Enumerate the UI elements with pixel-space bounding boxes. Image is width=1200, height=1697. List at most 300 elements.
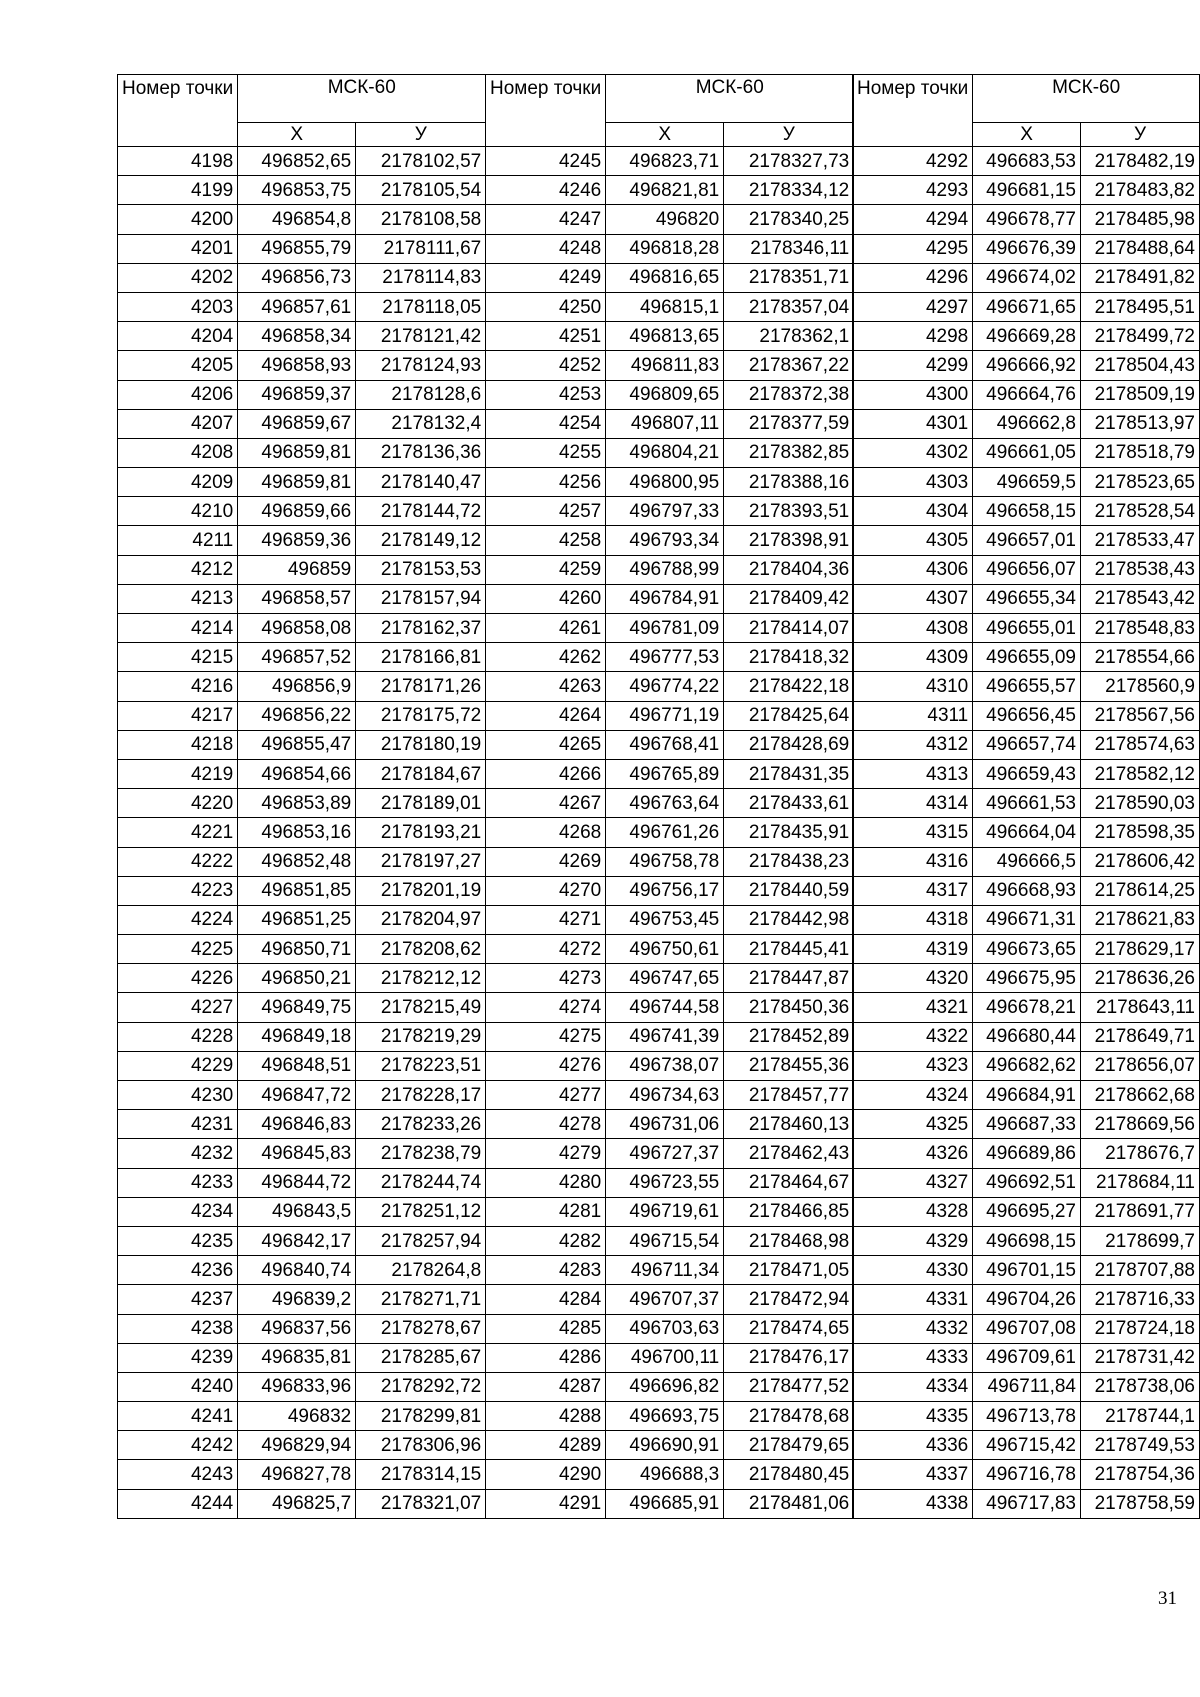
y-coordinate-cell: 2178118,05 bbox=[356, 292, 486, 321]
y-coordinate-cell: 2178388,16 bbox=[724, 468, 854, 497]
x-coordinate-cell: 496684,91 bbox=[973, 1081, 1081, 1110]
y-coordinate-cell: 2178114,83 bbox=[356, 263, 486, 292]
table-row bbox=[486, 176, 854, 205]
point-number-cell: 4334 bbox=[853, 1372, 973, 1401]
point-number-cell: 4321 bbox=[853, 993, 973, 1022]
y-coordinate-cell: 2178691,77 bbox=[1081, 1197, 1200, 1226]
point-number-cell: 4238 bbox=[118, 1314, 238, 1343]
x-coordinate-cell: 496858,93 bbox=[238, 351, 356, 380]
y-coordinate-cell: 2178538,43 bbox=[1081, 555, 1200, 584]
table-row bbox=[118, 438, 486, 467]
x-coordinate-cell: 496698,15 bbox=[973, 1226, 1081, 1255]
x-coordinate-cell: 496655,34 bbox=[973, 584, 1081, 613]
y-coordinate-cell: 2178393,51 bbox=[724, 497, 854, 526]
x-coordinate-cell: 496662,8 bbox=[973, 409, 1081, 438]
point-number-cell: 4214 bbox=[118, 614, 238, 643]
x-coordinate-cell: 496818,28 bbox=[606, 234, 724, 263]
x-coordinate-cell: 496680,44 bbox=[973, 1022, 1081, 1051]
point-number-cell: 4280 bbox=[486, 1168, 606, 1197]
table-row bbox=[486, 292, 854, 321]
x-coordinate-cell: 496655,57 bbox=[973, 672, 1081, 701]
y-coordinate-cell: 2178362,1 bbox=[724, 322, 854, 351]
table-row bbox=[118, 643, 486, 672]
x-coordinate-cell: 496827,78 bbox=[238, 1460, 356, 1489]
table-row bbox=[118, 1139, 486, 1168]
point-number-cell: 4319 bbox=[853, 935, 973, 964]
x-coordinate-cell: 496851,85 bbox=[238, 876, 356, 905]
y-coordinate-cell: 2178606,42 bbox=[1081, 847, 1200, 876]
x-coordinate-cell: 496820 bbox=[606, 205, 724, 234]
point-number-cell: 4328 bbox=[853, 1197, 973, 1226]
y-coordinate-cell: 2178450,36 bbox=[724, 993, 854, 1022]
table-row bbox=[853, 1081, 1200, 1110]
point-number-cell: 4316 bbox=[853, 847, 973, 876]
table-row bbox=[118, 993, 486, 1022]
point-number-cell: 4284 bbox=[486, 1285, 606, 1314]
x-coordinate-cell: 496858,57 bbox=[238, 584, 356, 613]
table-row bbox=[486, 1110, 854, 1139]
table-row bbox=[853, 1051, 1200, 1080]
x-coordinate-cell: 496849,18 bbox=[238, 1022, 356, 1051]
point-number-header: Номер точки bbox=[853, 75, 973, 147]
point-number-cell: 4308 bbox=[853, 614, 973, 643]
y-coordinate-cell: 2178474,65 bbox=[724, 1314, 854, 1343]
table-row bbox=[486, 614, 854, 643]
point-number-cell: 4302 bbox=[853, 438, 973, 467]
point-number-cell: 4254 bbox=[486, 409, 606, 438]
x-coordinate-cell: 496846,83 bbox=[238, 1110, 356, 1139]
x-header: Х bbox=[238, 123, 356, 147]
point-number-cell: 4207 bbox=[118, 409, 238, 438]
point-number-cell: 4320 bbox=[853, 964, 973, 993]
x-coordinate-cell: 496747,65 bbox=[606, 964, 724, 993]
x-coordinate-cell: 496695,27 bbox=[973, 1197, 1081, 1226]
y-coordinate-cell: 2178481,06 bbox=[724, 1489, 854, 1518]
table-row bbox=[853, 1343, 1200, 1372]
point-number-cell: 4211 bbox=[118, 526, 238, 555]
point-number-header: Номер точки bbox=[486, 75, 606, 147]
y-coordinate-cell: 2178621,83 bbox=[1081, 905, 1200, 934]
table-row bbox=[853, 1168, 1200, 1197]
table-row bbox=[118, 147, 486, 176]
point-number-cell: 4318 bbox=[853, 905, 973, 934]
table-row bbox=[853, 1372, 1200, 1401]
x-coordinate-cell: 496716,78 bbox=[973, 1460, 1081, 1489]
table-row bbox=[486, 1168, 854, 1197]
table-row bbox=[486, 1372, 854, 1401]
table-row bbox=[853, 1110, 1200, 1139]
x-coordinate-cell: 496717,83 bbox=[973, 1489, 1081, 1518]
point-number-cell: 4272 bbox=[486, 935, 606, 964]
point-number-cell: 4289 bbox=[486, 1431, 606, 1460]
x-coordinate-cell: 496859,81 bbox=[238, 438, 356, 467]
y-coordinate-cell: 2178662,68 bbox=[1081, 1081, 1200, 1110]
y-coordinate-cell: 2178533,47 bbox=[1081, 526, 1200, 555]
point-number-cell: 4275 bbox=[486, 1022, 606, 1051]
y-coordinate-cell: 2178543,42 bbox=[1081, 584, 1200, 613]
point-number-cell: 4288 bbox=[486, 1402, 606, 1431]
y-coordinate-cell: 2178478,68 bbox=[724, 1402, 854, 1431]
table-row bbox=[118, 1256, 486, 1285]
table-row bbox=[853, 847, 1200, 876]
x-coordinate-cell: 496761,26 bbox=[606, 818, 724, 847]
y-coordinate-cell: 2178264,8 bbox=[356, 1256, 486, 1285]
point-number-cell: 4200 bbox=[118, 205, 238, 234]
table-row bbox=[486, 351, 854, 380]
point-number-cell: 4305 bbox=[853, 526, 973, 555]
x-coordinate-cell: 496673,65 bbox=[973, 935, 1081, 964]
x-coordinate-cell: 496837,56 bbox=[238, 1314, 356, 1343]
point-number-cell: 4306 bbox=[853, 555, 973, 584]
point-number-cell: 4274 bbox=[486, 993, 606, 1022]
point-number-cell: 4208 bbox=[118, 438, 238, 467]
y-coordinate-cell: 2178144,72 bbox=[356, 497, 486, 526]
x-coordinate-cell: 496850,21 bbox=[238, 964, 356, 993]
point-number-cell: 4286 bbox=[486, 1343, 606, 1372]
x-coordinate-cell: 496855,47 bbox=[238, 730, 356, 759]
table-row bbox=[118, 234, 486, 263]
x-coordinate-cell: 496738,07 bbox=[606, 1051, 724, 1080]
y-coordinate-cell: 2178428,69 bbox=[724, 730, 854, 759]
table-row bbox=[853, 935, 1200, 964]
y-coordinate-cell: 2178257,94 bbox=[356, 1226, 486, 1255]
y-coordinate-cell: 2178212,12 bbox=[356, 964, 486, 993]
table-row bbox=[118, 759, 486, 788]
point-number-cell: 4331 bbox=[853, 1285, 973, 1314]
y-coordinate-cell: 2178574,63 bbox=[1081, 730, 1200, 759]
table-row bbox=[118, 847, 486, 876]
table-row bbox=[486, 672, 854, 701]
table-row bbox=[118, 1372, 486, 1401]
table-row bbox=[486, 205, 854, 234]
y-coordinate-cell: 2178669,56 bbox=[1081, 1110, 1200, 1139]
y-coordinate-cell: 2178435,91 bbox=[724, 818, 854, 847]
table-row bbox=[853, 759, 1200, 788]
y-coordinate-cell: 2178499,72 bbox=[1081, 322, 1200, 351]
point-number-cell: 4335 bbox=[853, 1402, 973, 1431]
x-coordinate-cell: 496666,5 bbox=[973, 847, 1081, 876]
x-coordinate-cell: 496682,62 bbox=[973, 1051, 1081, 1080]
x-coordinate-cell: 496847,72 bbox=[238, 1081, 356, 1110]
x-coordinate-cell: 496709,61 bbox=[973, 1343, 1081, 1372]
table-row bbox=[118, 1081, 486, 1110]
point-number-cell: 4285 bbox=[486, 1314, 606, 1343]
table-row bbox=[486, 818, 854, 847]
point-number-cell: 4212 bbox=[118, 555, 238, 584]
x-coordinate-cell: 496734,63 bbox=[606, 1081, 724, 1110]
table-row bbox=[853, 438, 1200, 467]
table-row bbox=[853, 176, 1200, 205]
table-row bbox=[118, 1402, 486, 1431]
table-row bbox=[118, 730, 486, 759]
point-number-cell: 4269 bbox=[486, 847, 606, 876]
y-coordinate-cell: 2178204,97 bbox=[356, 905, 486, 934]
y-coordinate-cell: 2178754,36 bbox=[1081, 1460, 1200, 1489]
x-coordinate-cell: 496823,71 bbox=[606, 147, 724, 176]
point-number-cell: 4271 bbox=[486, 905, 606, 934]
point-number-cell: 4236 bbox=[118, 1256, 238, 1285]
point-number-cell: 4300 bbox=[853, 380, 973, 409]
table-row bbox=[118, 176, 486, 205]
table-row bbox=[853, 614, 1200, 643]
x-coordinate-cell: 496844,72 bbox=[238, 1168, 356, 1197]
y-coordinate-cell: 2178132,4 bbox=[356, 409, 486, 438]
x-coordinate-cell: 496851,25 bbox=[238, 905, 356, 934]
y-coordinate-cell: 2178136,36 bbox=[356, 438, 486, 467]
y-coordinate-cell: 2178445,41 bbox=[724, 935, 854, 964]
table-row bbox=[118, 964, 486, 993]
x-coordinate-cell: 496854,8 bbox=[238, 205, 356, 234]
y-coordinate-cell: 2178382,85 bbox=[724, 438, 854, 467]
x-coordinate-cell: 496658,15 bbox=[973, 497, 1081, 526]
point-number-cell: 4259 bbox=[486, 555, 606, 584]
x-coordinate-cell: 496859,66 bbox=[238, 497, 356, 526]
table-row bbox=[486, 555, 854, 584]
point-number-cell: 4304 bbox=[853, 497, 973, 526]
table-row bbox=[486, 876, 854, 905]
x-coordinate-cell: 496671,65 bbox=[973, 292, 1081, 321]
x-coordinate-cell: 496781,09 bbox=[606, 614, 724, 643]
x-coordinate-cell: 496685,91 bbox=[606, 1489, 724, 1518]
coordinate-system-header: МСК-60 bbox=[973, 75, 1200, 123]
table-row bbox=[486, 1460, 854, 1489]
point-number-cell: 4206 bbox=[118, 380, 238, 409]
point-number-cell: 4330 bbox=[853, 1256, 973, 1285]
point-number-cell: 4258 bbox=[486, 526, 606, 555]
table-row bbox=[486, 993, 854, 1022]
x-coordinate-cell: 496715,42 bbox=[973, 1431, 1081, 1460]
y-coordinate-cell: 2178523,65 bbox=[1081, 468, 1200, 497]
x-coordinate-cell: 496807,11 bbox=[606, 409, 724, 438]
point-number-cell: 4202 bbox=[118, 263, 238, 292]
table-row bbox=[853, 1226, 1200, 1255]
table-row bbox=[486, 1314, 854, 1343]
y-coordinate-cell: 2178433,61 bbox=[724, 789, 854, 818]
y-coordinate-cell: 2178468,98 bbox=[724, 1226, 854, 1255]
x-coordinate-cell: 496692,51 bbox=[973, 1168, 1081, 1197]
table-row bbox=[486, 1197, 854, 1226]
y-coordinate-cell: 2178208,62 bbox=[356, 935, 486, 964]
table-row bbox=[118, 1431, 486, 1460]
table-row bbox=[853, 322, 1200, 351]
x-coordinate-cell: 496678,77 bbox=[973, 205, 1081, 234]
table-row bbox=[486, 847, 854, 876]
x-coordinate-cell: 496683,53 bbox=[973, 147, 1081, 176]
point-number-cell: 4283 bbox=[486, 1256, 606, 1285]
coordinates-table-3 bbox=[852, 74, 1200, 1519]
point-number-cell: 4204 bbox=[118, 322, 238, 351]
point-number-cell: 4251 bbox=[486, 322, 606, 351]
x-coordinate-cell: 496859 bbox=[238, 555, 356, 584]
table-row bbox=[853, 555, 1200, 584]
table-row bbox=[118, 205, 486, 234]
point-number-cell: 4256 bbox=[486, 468, 606, 497]
x-coordinate-cell: 496719,61 bbox=[606, 1197, 724, 1226]
point-number-cell: 4336 bbox=[853, 1431, 973, 1460]
table-row bbox=[853, 1402, 1200, 1431]
point-number-cell: 4229 bbox=[118, 1051, 238, 1080]
table-row bbox=[118, 380, 486, 409]
y-coordinate-cell: 2178438,23 bbox=[724, 847, 854, 876]
table-row bbox=[118, 1051, 486, 1080]
y-coordinate-cell: 2178699,7 bbox=[1081, 1226, 1200, 1255]
table-row bbox=[118, 584, 486, 613]
point-number-cell: 4219 bbox=[118, 759, 238, 788]
x-coordinate-cell: 496835,81 bbox=[238, 1343, 356, 1372]
table-row bbox=[118, 1460, 486, 1489]
x-coordinate-cell: 496800,95 bbox=[606, 468, 724, 497]
x-coordinate-cell: 496845,83 bbox=[238, 1139, 356, 1168]
y-coordinate-cell: 2178418,32 bbox=[724, 643, 854, 672]
x-coordinate-cell: 496856,22 bbox=[238, 701, 356, 730]
y-coordinate-cell: 2178157,94 bbox=[356, 584, 486, 613]
point-number-cell: 4255 bbox=[486, 438, 606, 467]
point-number-cell: 4270 bbox=[486, 876, 606, 905]
table-row bbox=[853, 468, 1200, 497]
x-coordinate-cell: 496750,61 bbox=[606, 935, 724, 964]
y-coordinate-cell: 2178404,36 bbox=[724, 555, 854, 584]
point-number-cell: 4199 bbox=[118, 176, 238, 205]
point-number-cell: 4252 bbox=[486, 351, 606, 380]
table-row bbox=[486, 147, 854, 176]
point-number-cell: 4309 bbox=[853, 643, 973, 672]
x-coordinate-cell: 496832 bbox=[238, 1402, 356, 1431]
table-row bbox=[853, 789, 1200, 818]
x-coordinate-cell: 496659,43 bbox=[973, 759, 1081, 788]
y-coordinate-cell: 2178707,88 bbox=[1081, 1256, 1200, 1285]
x-coordinate-cell: 496848,51 bbox=[238, 1051, 356, 1080]
y-coordinate-cell: 2178462,43 bbox=[724, 1139, 854, 1168]
coordinates-table-1 bbox=[117, 74, 486, 1519]
table-row bbox=[853, 526, 1200, 555]
table-row bbox=[853, 351, 1200, 380]
point-number-cell: 4263 bbox=[486, 672, 606, 701]
y-coordinate-cell: 2178483,82 bbox=[1081, 176, 1200, 205]
x-coordinate-cell: 496859,37 bbox=[238, 380, 356, 409]
y-coordinate-cell: 2178372,38 bbox=[724, 380, 854, 409]
table-row bbox=[853, 292, 1200, 321]
x-coordinate-cell: 496857,61 bbox=[238, 292, 356, 321]
x-coordinate-cell: 496704,26 bbox=[973, 1285, 1081, 1314]
table-row bbox=[486, 1343, 854, 1372]
x-coordinate-cell: 496687,33 bbox=[973, 1110, 1081, 1139]
table-row bbox=[853, 905, 1200, 934]
y-coordinate-cell: 2178409,42 bbox=[724, 584, 854, 613]
table-row bbox=[486, 1256, 854, 1285]
x-coordinate-cell: 496731,06 bbox=[606, 1110, 724, 1139]
x-coordinate-cell: 496661,05 bbox=[973, 438, 1081, 467]
x-coordinate-cell: 496840,74 bbox=[238, 1256, 356, 1285]
y-coordinate-cell: 2178590,03 bbox=[1081, 789, 1200, 818]
y-coordinate-cell: 2178321,07 bbox=[356, 1489, 486, 1518]
table-row bbox=[118, 614, 486, 643]
point-number-cell: 4278 bbox=[486, 1110, 606, 1139]
table-row bbox=[853, 1197, 1200, 1226]
point-number-cell: 4262 bbox=[486, 643, 606, 672]
x-coordinate-cell: 496678,21 bbox=[973, 993, 1081, 1022]
point-number-cell: 4325 bbox=[853, 1110, 973, 1139]
y-coordinate-cell: 2178447,87 bbox=[724, 964, 854, 993]
y-coordinate-cell: 2178567,56 bbox=[1081, 701, 1200, 730]
y-coordinate-cell: 2178171,26 bbox=[356, 672, 486, 701]
point-number-cell: 4227 bbox=[118, 993, 238, 1022]
y-coordinate-cell: 2178477,52 bbox=[724, 1372, 854, 1401]
table-row bbox=[118, 1343, 486, 1372]
point-number-cell: 4240 bbox=[118, 1372, 238, 1401]
x-coordinate-cell: 496813,65 bbox=[606, 322, 724, 351]
point-number-cell: 4265 bbox=[486, 730, 606, 759]
x-coordinate-cell: 496681,15 bbox=[973, 176, 1081, 205]
y-coordinate-cell: 2178528,54 bbox=[1081, 497, 1200, 526]
point-number-cell: 4333 bbox=[853, 1343, 973, 1372]
table-row bbox=[118, 789, 486, 818]
x-coordinate-cell: 496856,73 bbox=[238, 263, 356, 292]
point-number-cell: 4205 bbox=[118, 351, 238, 380]
table-row bbox=[853, 818, 1200, 847]
y-coordinate-cell: 2178228,17 bbox=[356, 1081, 486, 1110]
point-number-cell: 4310 bbox=[853, 672, 973, 701]
y-coordinate-cell: 2178598,35 bbox=[1081, 818, 1200, 847]
y-header: У bbox=[356, 123, 486, 147]
x-coordinate-cell: 496815,1 bbox=[606, 292, 724, 321]
point-number-cell: 4242 bbox=[118, 1431, 238, 1460]
y-coordinate-cell: 2178285,67 bbox=[356, 1343, 486, 1372]
y-coordinate-cell: 2178306,96 bbox=[356, 1431, 486, 1460]
y-coordinate-cell: 2178121,42 bbox=[356, 322, 486, 351]
y-coordinate-cell: 2178244,74 bbox=[356, 1168, 486, 1197]
table-row bbox=[486, 730, 854, 759]
point-number-cell: 4332 bbox=[853, 1314, 973, 1343]
point-number-header: Номер точки bbox=[118, 75, 238, 147]
x-coordinate-cell: 496676,39 bbox=[973, 234, 1081, 263]
page-number: 31 bbox=[1158, 1588, 1177, 1609]
x-coordinate-cell: 496727,37 bbox=[606, 1139, 724, 1168]
point-number-cell: 4292 bbox=[853, 147, 973, 176]
point-number-cell: 4244 bbox=[118, 1489, 238, 1518]
x-coordinate-cell: 496675,95 bbox=[973, 964, 1081, 993]
table-row bbox=[853, 730, 1200, 759]
point-number-cell: 4314 bbox=[853, 789, 973, 818]
y-coordinate-cell: 2178476,17 bbox=[724, 1343, 854, 1372]
point-number-cell: 4225 bbox=[118, 935, 238, 964]
y-coordinate-cell: 2178744,1 bbox=[1081, 1402, 1200, 1431]
y-coordinate-cell: 2178440,59 bbox=[724, 876, 854, 905]
x-coordinate-cell: 496839,2 bbox=[238, 1285, 356, 1314]
x-coordinate-cell: 496669,28 bbox=[973, 322, 1081, 351]
y-coordinate-cell: 2178184,67 bbox=[356, 759, 486, 788]
y-coordinate-cell: 2178108,58 bbox=[356, 205, 486, 234]
table-row bbox=[853, 497, 1200, 526]
x-coordinate-cell: 496744,58 bbox=[606, 993, 724, 1022]
x-header: Х bbox=[973, 123, 1081, 147]
y-coordinate-cell: 2178377,59 bbox=[724, 409, 854, 438]
x-coordinate-cell: 496655,09 bbox=[973, 643, 1081, 672]
point-number-cell: 4338 bbox=[853, 1489, 973, 1518]
y-coordinate-cell: 2178485,98 bbox=[1081, 205, 1200, 234]
y-coordinate-cell: 2178340,25 bbox=[724, 205, 854, 234]
point-number-cell: 4296 bbox=[853, 263, 973, 292]
x-coordinate-cell: 496668,93 bbox=[973, 876, 1081, 905]
y-coordinate-cell: 2178153,53 bbox=[356, 555, 486, 584]
point-number-cell: 4221 bbox=[118, 818, 238, 847]
x-coordinate-cell: 496804,21 bbox=[606, 438, 724, 467]
x-coordinate-cell: 496756,17 bbox=[606, 876, 724, 905]
point-number-cell: 4264 bbox=[486, 701, 606, 730]
y-coordinate-cell: 2178452,89 bbox=[724, 1022, 854, 1051]
x-coordinate-cell: 496858,08 bbox=[238, 614, 356, 643]
point-number-cell: 4291 bbox=[486, 1489, 606, 1518]
x-coordinate-cell: 496707,08 bbox=[973, 1314, 1081, 1343]
